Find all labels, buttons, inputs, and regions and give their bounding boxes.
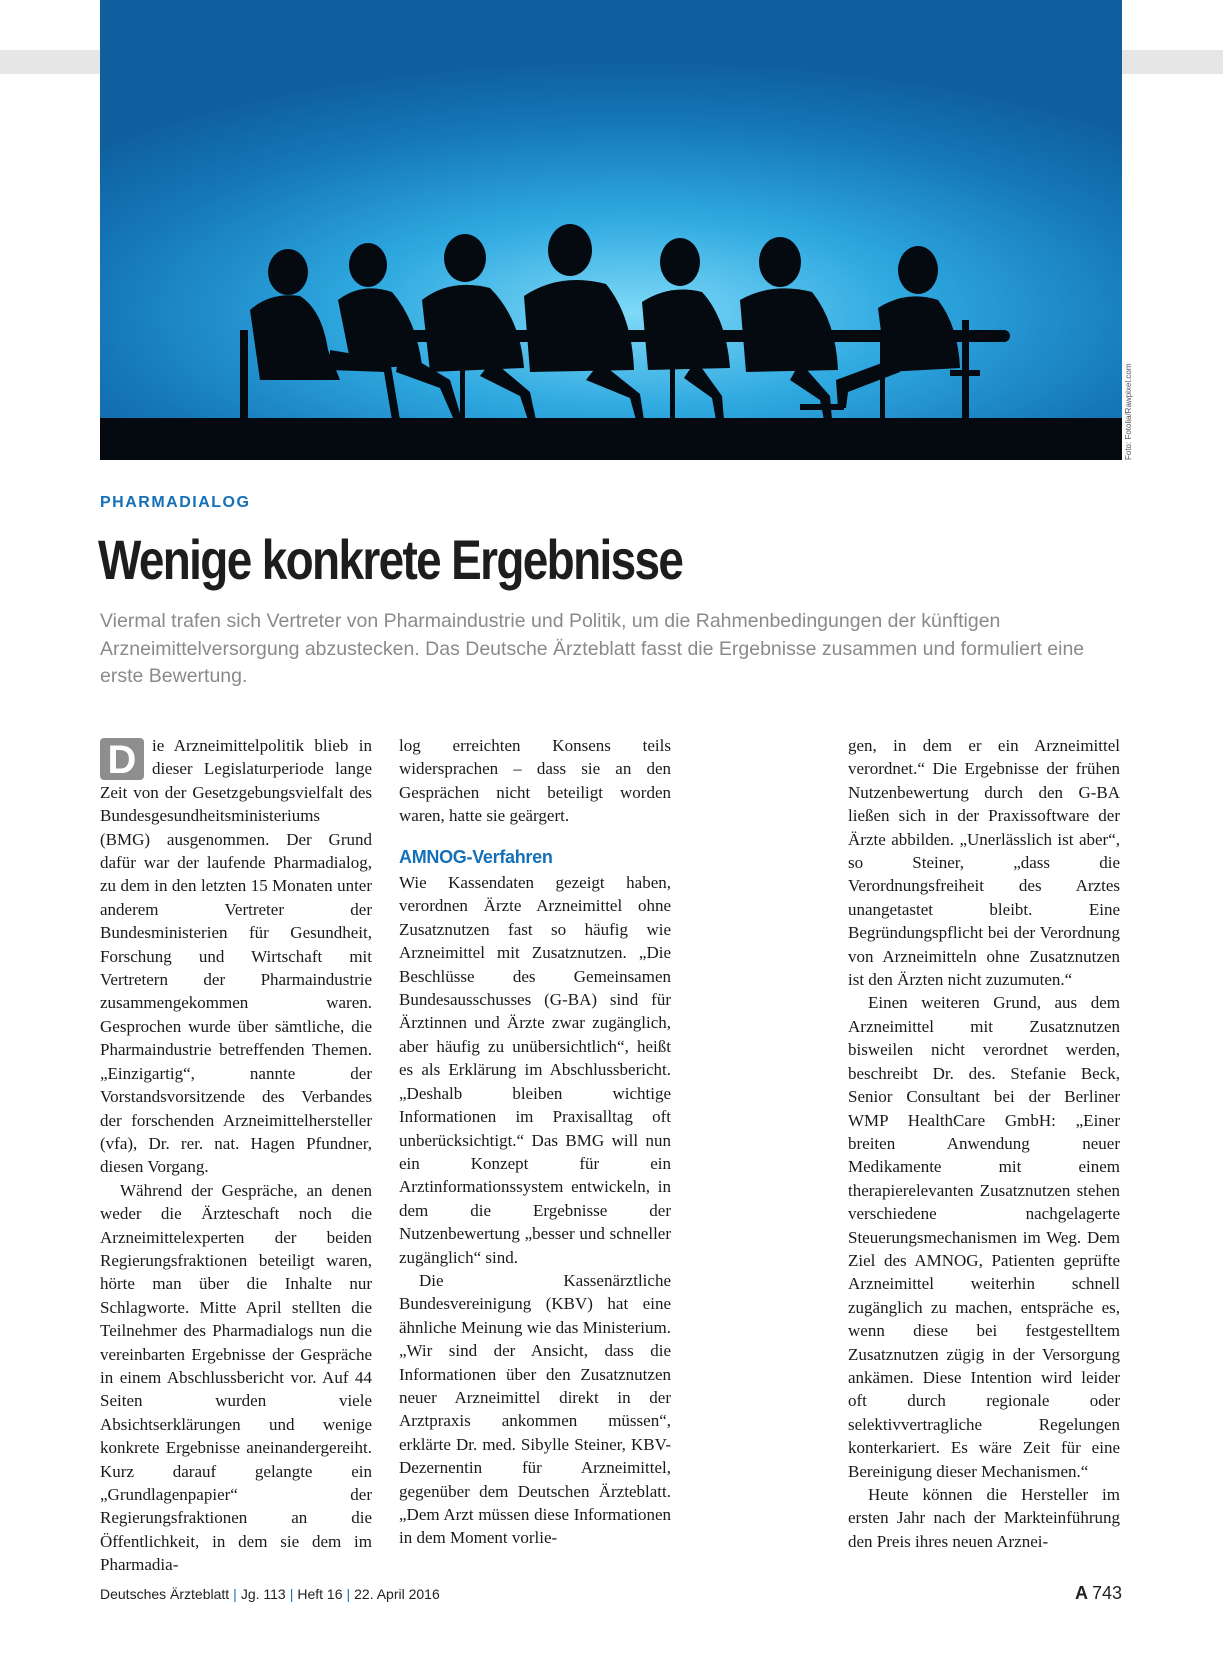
separator: |: [346, 1586, 351, 1602]
footer-meta: [100, 1586, 440, 1602]
journal-name: Deutsches Ärzteblatt: [100, 1586, 230, 1602]
paragraph: Heute können die Hersteller im ersten Jahr nach der Markteinführung den Preis ihres neuen Arznei-: [848, 1485, 1120, 1551]
paragraph: gen, in dem er ein Arzneimittel verordnet.“ Die Ergebnisse der frühen Nutzenbewertung durch den G-BA ließen sich in der Praxissoftware der Ärzte abbilden. „Unerlässlich ist aber“, so Steiner, „dass die Verordnungsfreiheit des Arztes unangetastet bleibt. Eine Begründungspflicht bei der Verordnung von Arzneimitteln ohne Zusatznutzen ist den Ärzten nicht zuzumuten.“: [848, 736, 1120, 990]
separator: |: [289, 1586, 294, 1602]
paragraph: [100, 734, 372, 1179]
page-prefix: A: [1074, 1583, 1088, 1603]
page-footer: [100, 1583, 1122, 1610]
page-number-value: 743: [1091, 1583, 1122, 1603]
paragraph: Wie Kassendaten gezeigt haben, verordnen Ärzte Arzneimittel ohne Zusatznutzen fast so häufig wie Arzneimittel mit Zusatznutzen. „Die Beschlüsse des Gemeinsamen Bundesausschusses (G-BA) sind für Ärztinnen und Ärzte zwar zugänglich, aber häufig zu unübersichtlich“, heißt es als Erklärung im Abschlussbericht. „Deshalb bleiben wichtige Informationen im Praxisalltag oft unberücksichtigt.“ Das BMG will nun ein Konzept für ein Arztinformationssystem entwickeln, in dem die Ergebnisse der Nutzenbewertung „besser und schneller zugänglich“ sind.: [399, 873, 671, 1267]
paragraph: Die Kassenärztliche Bundesvereinigung (KBV) hat eine ähnliche Meinung wie das Ministerium. „Wir sind der Ansicht, dass die Informationen über den Zusatznutzen neuer Arzneimittel direkt in der Arztpraxis ankommen müssen“, erklärte Dr. med. Sibylle Steiner, KBV-Dezernentin für Arzneimittel, gegenüber dem Deutschen Ärzteblatt. „Dem Arzt müssen diese Informationen in dem Moment vorlie-: [399, 1270, 671, 1548]
subheading: AMNOG-Verfahren: [399, 846, 553, 867]
paragraph: log erreichten Konsens teils widersprachen – dass sie an den Gesprächen nicht beteiligt worden waren, hatte sie geärgert.: [399, 736, 671, 826]
article-column-3: [848, 734, 1120, 1553]
separator: |: [233, 1586, 237, 1602]
paragraph: Während der Gespräche, an denen weder die Ärzteschaft noch die Arzneimittelexperten der beiden Regierungsfraktionen beteiligt waren, hörte man über die Inhalte nur Schlagworte. Mitte April stellten die Teilnehmer des Pharmadialogs nun die vereinbarten Ergebnisse der Gespräche in einem Abschlussbericht vor. Auf 44 Seiten wurden viele Absichtserklärungen und wenige konkrete Ergebnisse aneinandergereiht. Kurz darauf gelangte ein „Grundlagenpapier“ der Regierungsfraktionen an die Öffentlichkeit, in dem sie dem im Pharmadia-: [100, 1180, 372, 1575]
lede: Viermal trafen sich Vertreter von Pharmaindustrie und Politik, um die Rahmenbedingungen der künftigen Arzneimittelversorgung abzustecken. Das Deutsche Ärzteblatt fasst die Ergebnisse zusammen und formuliert eine erste Bewertung.: [100, 610, 1085, 687]
date: 22. April 2016: [354, 1586, 440, 1602]
issue: Heft 16: [297, 1586, 343, 1602]
kicker: PHARMADIALOG: [100, 494, 251, 511]
dropcap: D: [100, 738, 144, 780]
headline: Wenige konkrete Ergebnisse: [98, 528, 683, 591]
meeting-silhouette-image: [100, 0, 1122, 460]
article-column-2: [399, 734, 671, 1550]
hero-photo: [100, 0, 1122, 460]
page-number: [1075, 1583, 1122, 1604]
paragraph-text: ie Arzneimittelpolitik blieb in dieser Legislaturperiode lange Zeit von der Gesetzgebungsvielfalt des Bundesgesundheitsministeriums (BMG) ausgenommen. Der Grund dafür war der laufende Pharmadialog, zu dem in den letzten 15 Monaten unter anderem Vertreter der Bundesministerien für Gesundheit, Forschung und Wirtschaft mit Vertretern der Pharmaindustrie zusammengekommen waren. Gesprochen wurde über sämtliche, die Pharmaindustrie betreffenden Themen. „Einzigartig“, nannte der Vorstandsvorsitzende des Verbandes der forschenden Arzneimittelhersteller (vfa), Dr. rer. nat. Hagen Pfundner, diesen Vorgang.: [100, 736, 372, 1177]
article-column-1: [100, 734, 372, 1577]
paragraph: Einen weiteren Grund, aus dem Arzneimittel mit Zusatznutzen bisweilen nicht verordnet werden, beschreibt Dr. des. Stefanie Beck, Senior Consultant bei der Berliner WMP HealthCare GmbH: „Einer breiten Anwendung neuer Medikamente mit einem therapierelevanten Zusatznutzen stehen verschiedene nachgelagerte Steuerungsmechanismen im Weg. Dem Ziel des AMNOG, Patienten geprüfte Arzneimittel weiterhin schnell zugänglich zu machen, entspräche es, wenn diese bei festgestelltem Zusatznutzen zügig in der Versorgung ankämen. Diese Intention wird leider oft durch regionale oder selektivvertragliche Regelungen konterkariert. Es wäre Zeit für eine Bereinigung dieser Mechanismen.“: [848, 993, 1120, 1481]
volume: Jg. 113: [240, 1586, 286, 1602]
